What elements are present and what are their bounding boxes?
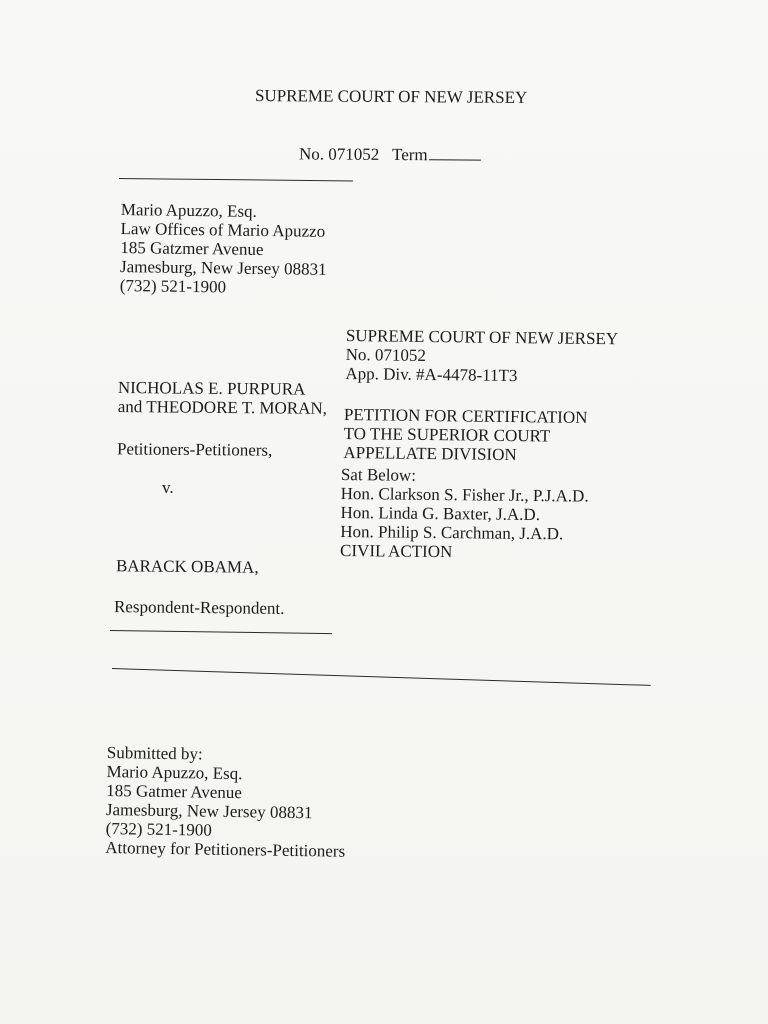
submitted-by-label: Submitted by: <box>106 743 203 764</box>
petitioner-1: NICHOLAS E. PURPURA <box>117 378 306 399</box>
judge-3: Hon. Philip S. Carchman, J.A.D. <box>340 521 564 544</box>
petition-line-2: TO THE SUPERIOR COURT <box>343 423 551 446</box>
submitted-street: 185 Gatmer Avenue <box>106 780 243 803</box>
counsel-city: Jamesburg, New Jersey 08831 <box>119 256 327 279</box>
right-caption <box>345 326 618 386</box>
petition-line-3: APPELLATE DIVISION <box>343 442 517 465</box>
docket-number: No. 071052 <box>298 144 380 164</box>
petition-line-1: PETITION FOR CERTIFICATION <box>343 405 588 427</box>
submitted-role: Attorney for Petitioners-Petitioners <box>105 837 346 861</box>
petition-title <box>343 405 587 465</box>
submitted-block <box>105 743 347 861</box>
caption-app-div: App. Div. #A-4478-11T3 <box>345 363 518 386</box>
submitted-city: Jamesburg, New Jersey 08831 <box>105 799 313 823</box>
left-caption-petitioners <box>118 378 328 418</box>
judge-2: Hon. Linda G. Baxter, J.A.D. <box>340 502 541 525</box>
court-title: SUPREME COURT OF NEW JERSEY <box>254 86 528 107</box>
counsel-name: Mario Apuzzo, Esq. <box>120 200 257 221</box>
counsel-block <box>120 200 328 298</box>
term-label: Term <box>391 145 428 165</box>
petitioner-2: and THEODORE T. MORAN, <box>117 396 328 418</box>
sat-below-label: Sat Below: <box>340 465 417 485</box>
counsel-phone: (732) 521-1900 <box>119 275 227 297</box>
term-blank <box>429 145 481 160</box>
civil-action: CIVIL ACTION <box>340 540 453 562</box>
versus: v. <box>162 478 174 497</box>
petitioner-role: Petitioners-Petitioners, <box>116 439 273 460</box>
caption-rule <box>110 630 332 634</box>
respondent-name: BARACK OBAMA, <box>115 556 259 577</box>
respondent-role: Respondent-Respondent. <box>113 597 285 618</box>
counsel-firm: Law Offices of Mario Apuzzo <box>120 218 326 241</box>
docket-term-line <box>299 144 481 164</box>
caption-court: SUPREME COURT OF NEW JERSEY <box>345 326 619 349</box>
sat-below-block <box>340 465 589 563</box>
submitted-name: Mario Apuzzo, Esq. <box>106 761 243 784</box>
counsel-street: 185 Gatzmer Avenue <box>120 237 264 259</box>
caption-docket: No. 071052 <box>345 344 427 365</box>
judge-1: Hon. Clarkson S. Fisher Jr., P.J.A.D. <box>340 483 589 506</box>
full-width-rule <box>112 668 651 686</box>
submitted-phone: (732) 521-1900 <box>105 818 213 840</box>
header-rule <box>119 178 353 181</box>
